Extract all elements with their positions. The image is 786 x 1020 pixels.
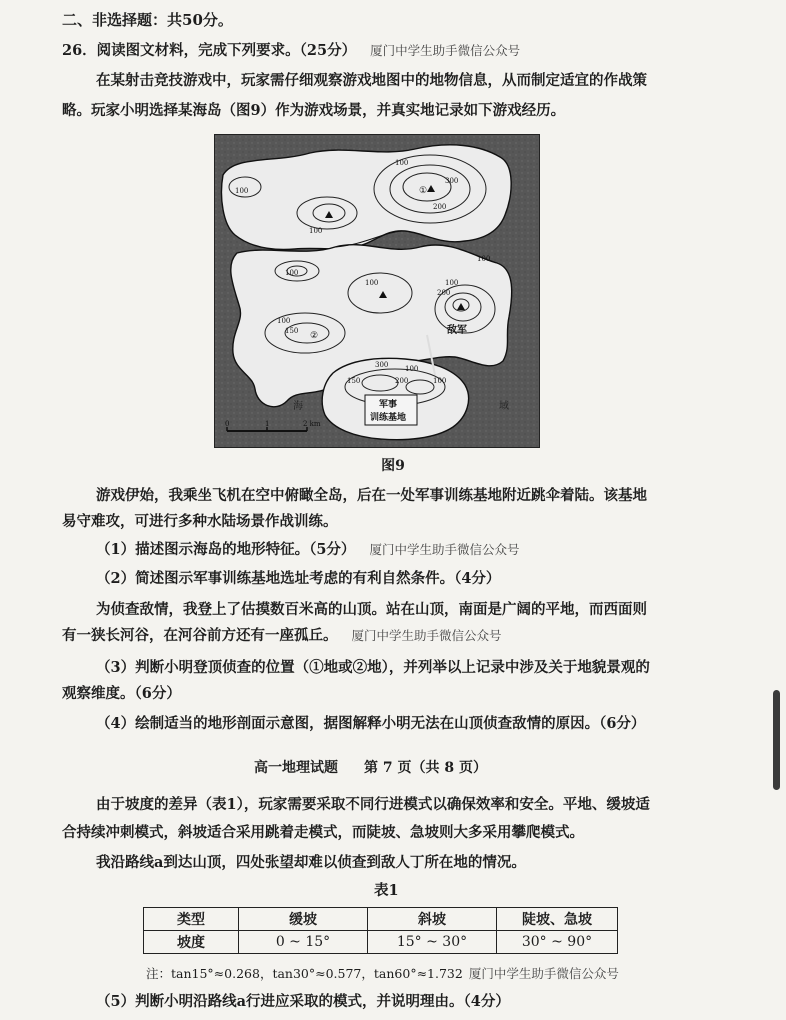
contour-label: 100 bbox=[445, 279, 459, 287]
contour-label: 100 bbox=[285, 269, 299, 277]
sub-question-3-line-2: 观察维度。（6分） bbox=[62, 685, 181, 702]
table-cell: 15° ~ 30° bbox=[368, 931, 497, 954]
table-cell: 30° ~ 90° bbox=[497, 931, 618, 954]
para-2-line-2-text: 有一狭长河谷，在河谷前方还有一座孤丘。 bbox=[62, 627, 338, 644]
scale-label-0: 0 bbox=[225, 420, 230, 428]
contour-label: 200 bbox=[437, 289, 451, 297]
footer-total: （共 8 页） bbox=[411, 760, 487, 776]
contour-label: 200 bbox=[395, 377, 409, 385]
sea-label-2: 域 bbox=[499, 401, 509, 412]
watermark: 厦门中学生助手微信公众号 bbox=[369, 543, 520, 557]
para-2-line-2 bbox=[62, 626, 502, 646]
sub-question-3-text: （3）判断小明登顶侦查的位置（①地或②地），并列举以上记录中涉及关于 bbox=[96, 659, 578, 676]
sub-question-3-tail: 的 bbox=[635, 659, 650, 676]
sub-question-3-line-1 bbox=[96, 658, 650, 678]
enemy-label: 敌军 bbox=[447, 325, 467, 336]
sub-question-2: （2）简述图示军事训练基地选址考虑的有利自然条件。（4分） bbox=[96, 570, 501, 587]
table-cell: 0 ~ 15° bbox=[239, 931, 368, 954]
footer-exam: 高一地理试题 bbox=[254, 760, 338, 776]
para-2-line-1: 为侦查敌情，我登上了估摸数百米高的山顶。站在山顶，南面是广阔的平地，而西面则 bbox=[96, 601, 647, 618]
table-header-cell: 斜坡 bbox=[368, 908, 497, 931]
base-label-1: 军事 bbox=[379, 400, 398, 410]
scale-label-2: 2 km bbox=[303, 420, 321, 428]
intro-line-1: 在某射击竞技游戏中，玩家需仔细观察游戏地图中的地物信息，从而制定适宜的作战策 bbox=[96, 72, 647, 89]
contour-label: 200 bbox=[433, 203, 447, 211]
footer-page: 第 7 页 bbox=[364, 760, 412, 776]
contour-label: 100 bbox=[405, 365, 419, 373]
contour-label: 300 bbox=[445, 177, 459, 185]
sub-question-4: （4）绘制适当的地形剖面示意图，据图解释小明无法在山顶侦查敌情的原因。（6分） bbox=[96, 715, 646, 732]
para-3-line-2: 合持续冲刺模式，斜坡适合采用跳着走模式，而陡坡、急坡则大多采用攀爬模式。 bbox=[62, 824, 584, 841]
sub-question-1-text: （1）描述图示海岛的地形特征。（5分） bbox=[96, 541, 356, 558]
sub-question-3-keyword: 地貌景观 bbox=[577, 659, 636, 676]
contour-label: 100 bbox=[277, 317, 291, 325]
question-26-title bbox=[62, 41, 520, 61]
island-map-figure bbox=[214, 134, 540, 448]
contour-label: 150 bbox=[347, 377, 361, 385]
section-title: 二、非选择题：共50分。 bbox=[62, 11, 233, 29]
contour-label: 100 bbox=[395, 159, 409, 167]
vertical-scrollbar[interactable] bbox=[773, 690, 780, 790]
site-1-label: ① bbox=[419, 186, 428, 196]
table-row bbox=[144, 908, 618, 931]
watermark: 厦门中学生助手微信公众号 bbox=[351, 629, 502, 643]
slope-table bbox=[143, 907, 618, 954]
table-header-cell: 缓坡 bbox=[239, 908, 368, 931]
contour-label: 100 bbox=[309, 227, 323, 235]
sub-question-5: （5）判断小明沿路线a行进应采取的模式，并说明理由。（4分） bbox=[96, 993, 510, 1010]
contour-label: 100 bbox=[433, 377, 447, 385]
para-1-line-2: 易守难攻，可进行多种水陆场景作战训练。 bbox=[62, 513, 338, 530]
table-header-cell: 陡坡、急坡 bbox=[497, 908, 618, 931]
table-row bbox=[144, 931, 618, 954]
table-note-line bbox=[146, 964, 619, 984]
scale-label-1: 1 bbox=[265, 420, 270, 428]
watermark: 厦门中学生助手微信公众号 bbox=[370, 44, 521, 58]
table-cell: 坡度 bbox=[144, 931, 239, 954]
para-3-line-1: 由于坡度的差异（表1），玩家需要采取不同行进模式以确保效率和安全。平地、缓坡适 bbox=[96, 796, 650, 813]
table-title: 表1 bbox=[374, 882, 399, 899]
contour-label: 150 bbox=[285, 327, 299, 335]
table-header-cell: 类型 bbox=[144, 908, 239, 931]
contour-label: 300 bbox=[375, 361, 389, 369]
para-1-line-1: 游戏伊始，我乘坐飞机在空中俯瞰全岛，后在一处军事训练基地附近跳伞着陆。该基地 bbox=[96, 487, 647, 504]
sea-label-1: 海 bbox=[293, 401, 303, 412]
base-label-2: 训练基地 bbox=[370, 413, 407, 423]
watermark: 厦门中学生助手微信公众号 bbox=[468, 967, 619, 981]
contour-label: 100 bbox=[235, 187, 249, 195]
figure-caption: 图9 bbox=[381, 458, 405, 474]
para-3-line-3: 我沿路线a到达山顶，四处张望却难以侦查到敌人丁所在地的情况。 bbox=[96, 854, 526, 871]
intro-line-2: 略。玩家小明选择某海岛（图9）作为游戏场景，并真实地记录如下游戏经历。 bbox=[62, 102, 566, 119]
sub-question-1 bbox=[96, 540, 519, 560]
island-map-svg bbox=[215, 135, 539, 447]
contour-label: 100 bbox=[365, 279, 379, 287]
contour-label: 100 bbox=[477, 255, 491, 263]
site-2-label: ② bbox=[310, 331, 319, 341]
page-footer bbox=[254, 758, 487, 778]
table-note: 注：tan15°≈0.268，tan30°≈0.577，tan60°≈1.732 bbox=[146, 966, 463, 981]
question-26-title-text: 26．阅读图文材料，完成下列要求。（25分） bbox=[62, 42, 357, 59]
